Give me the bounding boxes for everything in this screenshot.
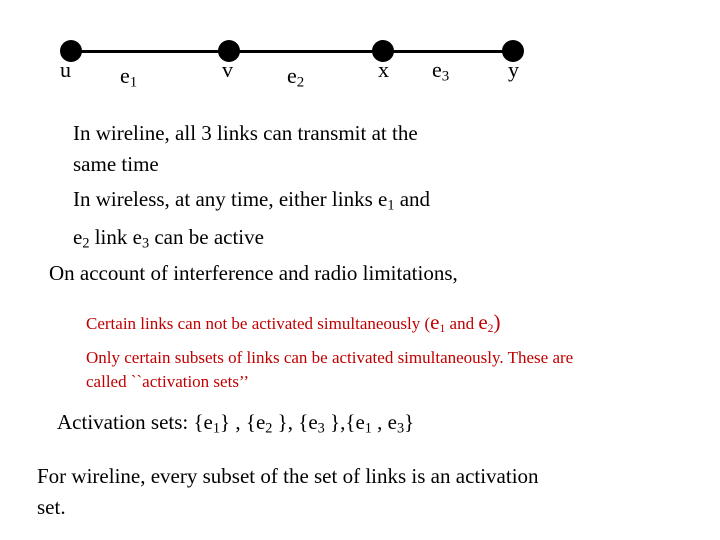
wireless-line-2: $e_2$ link $e_3$ can be active — [73, 224, 264, 252]
edge-x-y — [383, 50, 513, 53]
wireless-paragraph — [73, 184, 430, 259]
wireline-subset-paragraph — [37, 461, 539, 523]
interference-text: On account of interference and radio limitations, — [49, 261, 458, 285]
subset-line-2: set. — [37, 495, 66, 519]
edge-label-e2: $e_2$ — [287, 63, 305, 91]
node-label-y: y — [508, 57, 519, 82]
definition-line-2: called ``activation sets’’ — [86, 372, 249, 391]
node-label-x: x — [378, 57, 389, 82]
node-label-v: v — [222, 57, 233, 82]
activation-sets-list: Activation sets: $\{e_1\}$ , {$e_2$ }, {$e_3$ }$,\{e_1$ , $e_3$} — [57, 410, 415, 437]
wireless-line-1: In wireless, at any time, either links $e_1$ and — [73, 187, 431, 214]
wireline-paragraph — [73, 118, 418, 180]
edge-u-v — [71, 50, 229, 53]
wireline-line-1: In wireline, all 3 links can transmit at the — [73, 121, 418, 145]
edge-label-e1: $e_1$ — [120, 63, 138, 91]
edge-label-e3: $e_3$ — [432, 57, 450, 85]
definition-line-1: Only certain subsets of links can be activated simultaneously. These are — [86, 348, 574, 367]
wireline-line-2: same time — [73, 152, 159, 176]
certain-links-text: Certain links can not be activated simultaneously ($e_1$ and $e_2$) — [86, 310, 501, 335]
edge-v-x — [229, 50, 383, 53]
subset-line-1: For wireline, every subset of the set of links is an activation — [37, 464, 539, 488]
activation-sets-definition — [86, 346, 573, 394]
node-label-u: u — [60, 57, 71, 82]
